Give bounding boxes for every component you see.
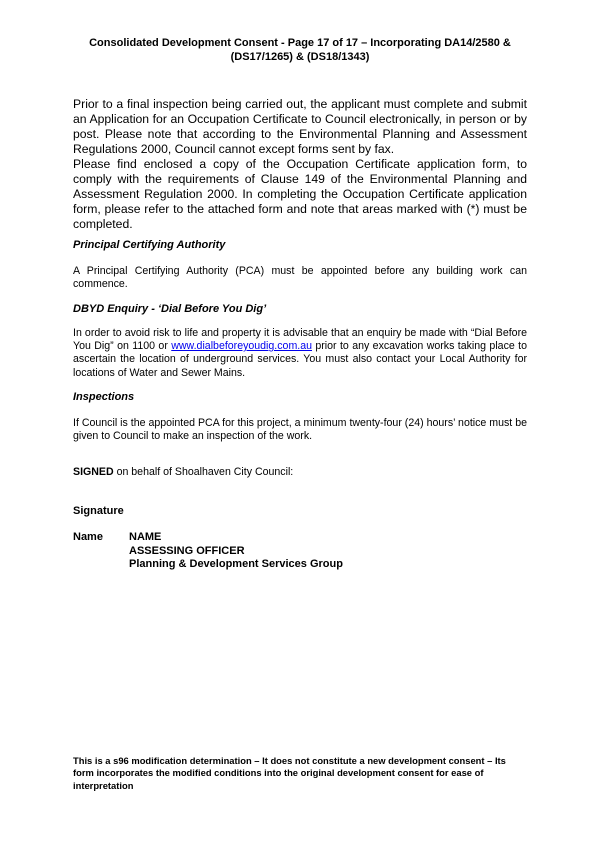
- occupation-certificate-paragraph: Prior to a final inspection being carried out, the applicant must complete and submit an Application for an Occupation Certificate to Council electronically, in person or by post. Please note that according to the Environmental Planning and Assessment Regulations 2000, Council cannot except forms sent by fax.: [73, 97, 527, 157]
- inspections-paragraph: If Council is the appointed PCA for this project, a minimum twenty-four (24) hours’ notice must be given to Council to make an inspection of the work.: [73, 417, 527, 443]
- signatory-name: NAME: [129, 531, 162, 543]
- dbyd-paragraph: [73, 327, 527, 380]
- dial-before-you-dig-link[interactable]: www.dialbeforeyoudig.com.au: [171, 340, 312, 353]
- signature-label: Signature: [73, 505, 124, 517]
- signatory-group: Planning & Development Services Group: [129, 558, 343, 571]
- signatory-block: [129, 531, 343, 572]
- header-line-2: (DS17/1265) & (DS18/1343): [230, 50, 370, 63]
- inspections-heading: Inspections: [73, 391, 135, 403]
- dbyd-text-before: In order to avoid risk to life and property it is advisable that an enquiry be made with “Dial Before You Dig” on 1100 or: [73, 327, 527, 353]
- signed-line: [73, 466, 527, 479]
- pca-paragraph: A Principal Certifying Authority (PCA) must be appointed before any building work can commence.: [73, 265, 527, 291]
- signed-bold-label: SIGNED: [73, 466, 114, 478]
- dbyd-text-after: prior to any excavation works taking place to ascertain the location of underground services. You must also contact your Local Authority for locations of Water and Sewer Mains.: [73, 340, 527, 379]
- signed-rest: on behalf of Shoalhaven City Council:: [113, 466, 294, 478]
- page-header: [74, 37, 526, 64]
- dbyd-heading: DBYD Enquiry - ‘Dial Before You Dig’: [73, 303, 267, 315]
- footer-note: This is a s96 modification determination – It does not constitute a new development consent – Its form incorporates the modified conditions into the original development consent for ease of interpretation: [73, 755, 506, 791]
- name-label: Name: [73, 531, 103, 543]
- header-line-1: Consolidated Development Consent - Page 17 of 17 – Incorporating DA14/2580 &: [89, 37, 511, 49]
- pca-heading: Principal Certifying Authority: [73, 239, 226, 251]
- application-form-paragraph: Please find enclosed a copy of the Occupation Certificate application form, to comply with the requirements of Clause 149 of the Environmental Planning and Assessment Regulation 2000. In completing the Occupation Certificate application form, please refer to the attached form and note that areas marked with (*) must be completed.: [73, 157, 527, 232]
- signatory-title: ASSESSING OFFICER: [129, 544, 245, 557]
